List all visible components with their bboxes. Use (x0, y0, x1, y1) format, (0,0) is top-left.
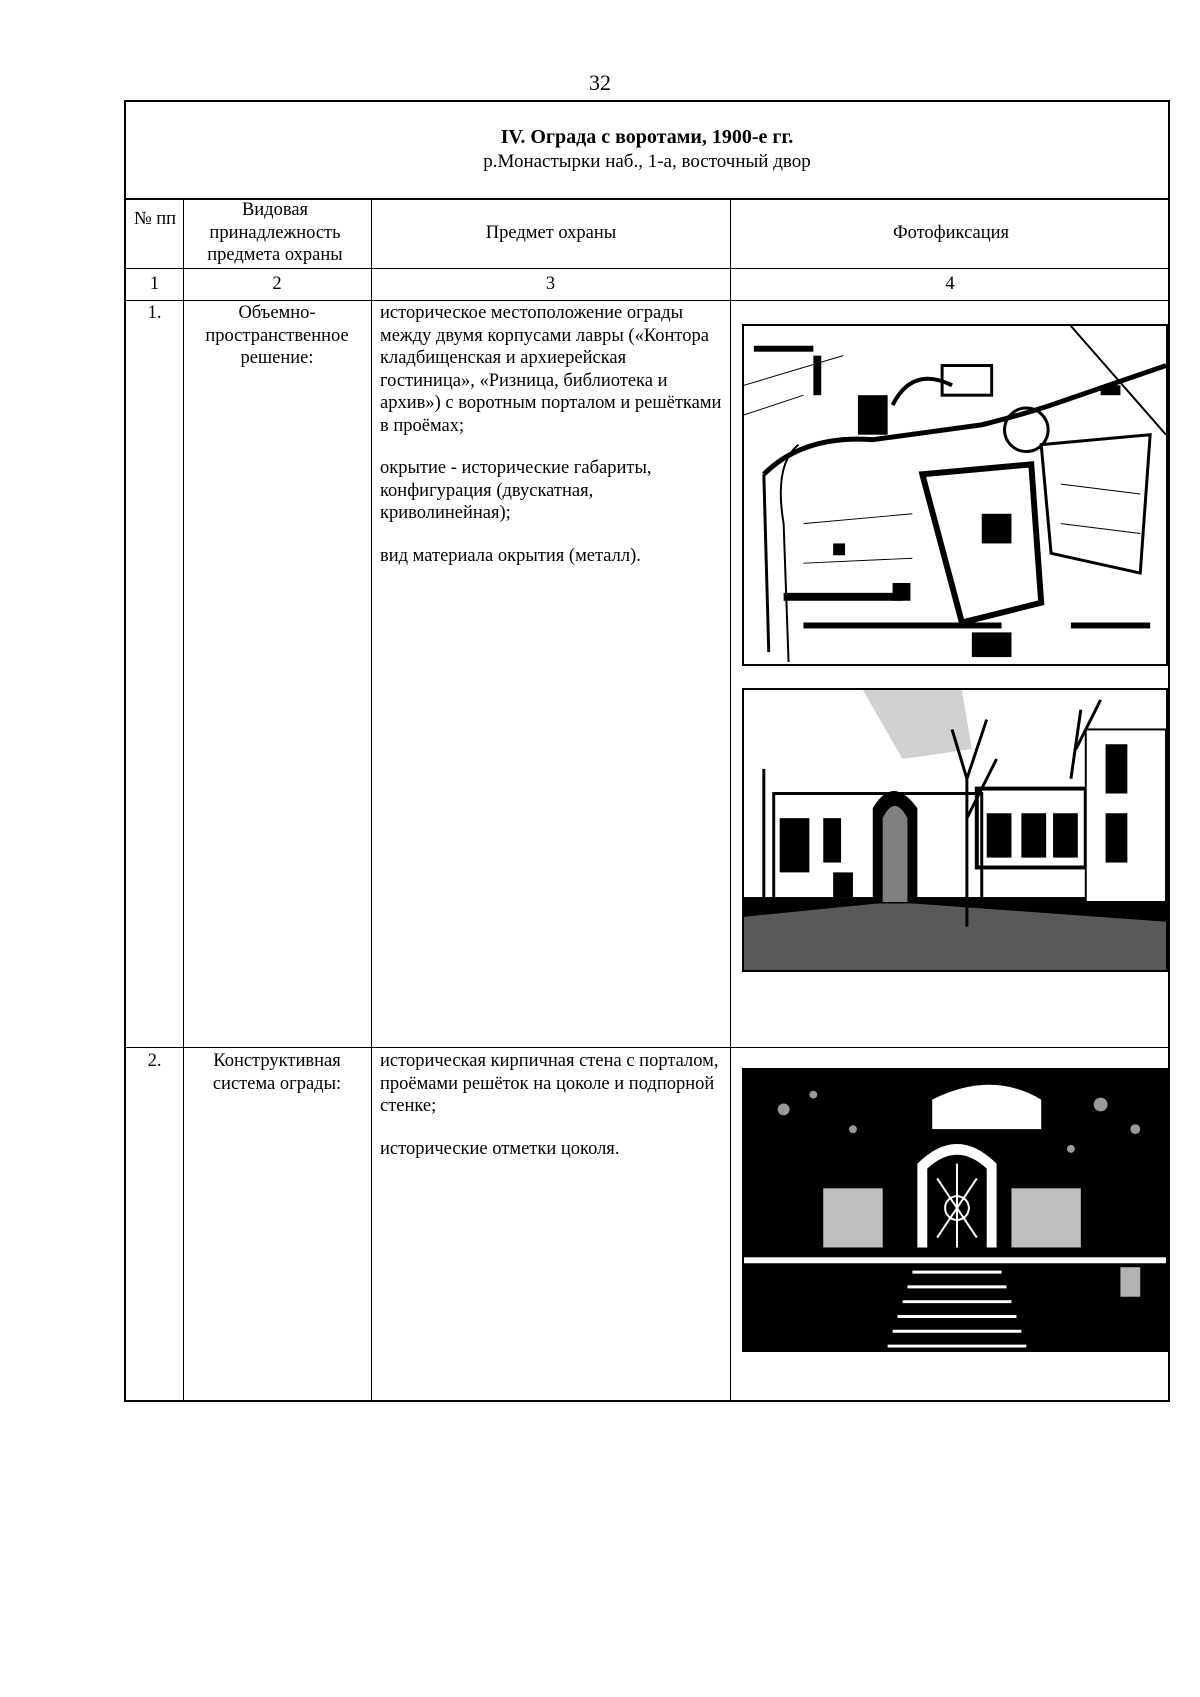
row-divider (126, 1047, 1168, 1048)
column-number: 3 (545, 274, 556, 294)
row-number: 2. (147, 1051, 162, 1071)
section-title: IV. Ограда с воротами, 1900-е гг. (500, 126, 794, 148)
column-divider (730, 198, 731, 1400)
row-divider (126, 268, 1168, 269)
column-divider (371, 198, 372, 1400)
row-divider (126, 300, 1168, 301)
gate-building-photo (742, 688, 1168, 972)
section-header (126, 102, 1168, 200)
column-number: 1 (149, 274, 160, 294)
column-number: 4 (945, 274, 955, 294)
row-category: Объемно-пространственное решение: (205, 303, 349, 368)
description-paragraph: вид материала окрытия (металл). (380, 545, 641, 566)
header-subject: Предмет охраны (485, 223, 617, 243)
site-plan-image (742, 324, 1168, 666)
row-description (380, 302, 722, 587)
row-category: Конструктивная система ограды: (212, 1051, 342, 1094)
section-address: р.Монастырки наб., 1-а, восточный двор (483, 151, 811, 172)
description-paragraph: исторические отметки цоколя. (380, 1138, 620, 1159)
page-number: 32 (589, 70, 611, 95)
description-paragraph: окрытие - исторические габариты, конфигурация (двускатная, криволинейная); (380, 458, 652, 523)
header-category: Видовая принадлежность предмета охраны (207, 200, 343, 265)
heritage-table (124, 100, 1170, 1402)
column-divider (183, 198, 184, 1400)
row-number: 1. (147, 303, 162, 323)
header-photo: Фотофиксация (892, 223, 1010, 243)
gate-stairs-photo (742, 1068, 1168, 1352)
column-number: 2 (272, 274, 282, 294)
description-paragraph: историческая кирпичная стена с порталом, проёмами решёток на цоколе и подпорной стенке; (380, 1051, 719, 1116)
description-paragraph: историческое местоположение ограды между двумя корпусами лавры («Контора кладбищенская и архиерейская гостиница», «Ризница, библиотека и архив») с воротным порталом и решётками в проёмах; (380, 303, 722, 436)
header-number: № пп (133, 209, 177, 229)
row-description (380, 1050, 722, 1180)
